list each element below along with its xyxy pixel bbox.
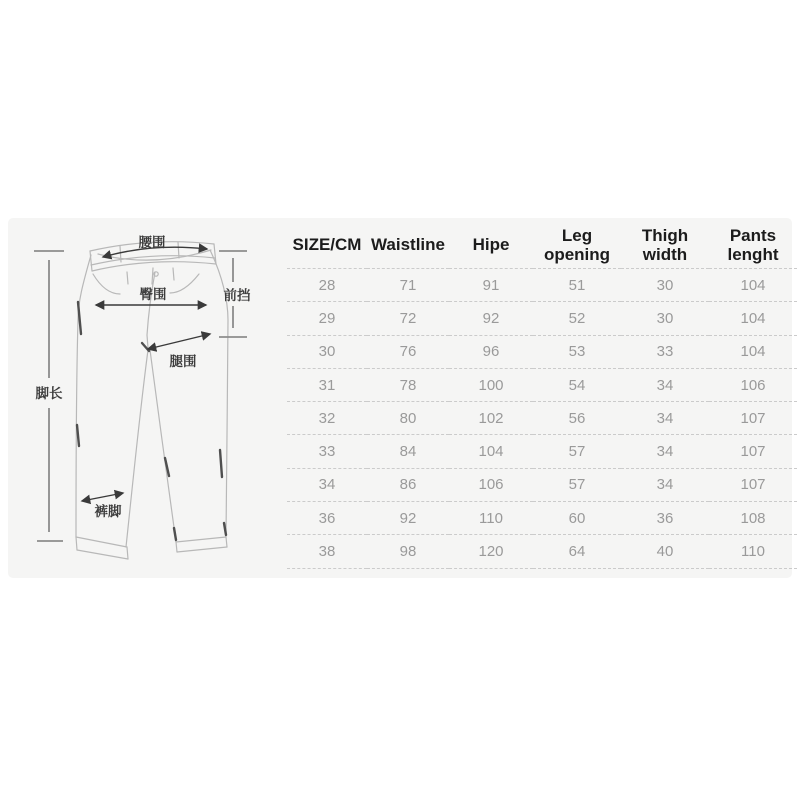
column-header-pants-length: Pants lenght — [709, 222, 797, 269]
table-cell: 54 — [533, 368, 621, 401]
table-cell: 91 — [449, 269, 533, 302]
table-cell: 29 — [287, 302, 367, 335]
thigh-label: 腿围 — [169, 354, 197, 369]
table-cell: 106 — [449, 468, 533, 501]
table-cell: 31 — [287, 368, 367, 401]
table-cell: 30 — [621, 269, 709, 302]
leg-length-label: 脚长 — [35, 386, 63, 401]
table-cell: 30 — [287, 335, 367, 368]
table-cell: 120 — [449, 535, 533, 568]
leg-opening-label: 裤脚 — [94, 504, 122, 519]
table-cell: 76 — [367, 335, 449, 368]
table-cell: 64 — [533, 535, 621, 568]
table-cell: 53 — [533, 335, 621, 368]
table-row — [287, 535, 797, 568]
table-cell: 33 — [621, 335, 709, 368]
table-cell: 51 — [533, 269, 621, 302]
hip-label: 臀围 — [139, 287, 167, 302]
table-cell: 102 — [449, 402, 533, 435]
size-table-header — [287, 222, 797, 269]
table-cell: 86 — [367, 468, 449, 501]
table-row — [287, 402, 797, 435]
table-row — [287, 335, 797, 368]
table-cell: 107 — [709, 468, 797, 501]
table-cell: 60 — [533, 502, 621, 535]
table-cell: 34 — [287, 468, 367, 501]
table-row — [287, 269, 797, 302]
table-row — [287, 468, 797, 501]
table-row — [287, 302, 797, 335]
front-rise-label: 前挡 — [223, 288, 251, 303]
table-cell: 106 — [709, 368, 797, 401]
table-cell: 34 — [621, 435, 709, 468]
table-cell: 71 — [367, 269, 449, 302]
header-row — [287, 222, 797, 269]
table-cell: 110 — [449, 502, 533, 535]
table-cell: 30 — [621, 302, 709, 335]
table-cell: 108 — [709, 502, 797, 535]
size-table-body — [287, 269, 797, 569]
thigh-arrow — [148, 334, 210, 349]
table-row — [287, 502, 797, 535]
table-cell: 32 — [287, 402, 367, 435]
hem-arrow — [82, 493, 123, 501]
column-header-size: SIZE/CM — [287, 222, 367, 269]
table-cell: 57 — [533, 435, 621, 468]
table-cell: 80 — [367, 402, 449, 435]
table-cell: 110 — [709, 535, 797, 568]
waist-label: 腰围 — [138, 235, 166, 250]
column-header-waistline: Waistline — [367, 222, 449, 269]
column-header-leg-opening: Leg opening — [533, 222, 621, 269]
table-cell: 104 — [709, 269, 797, 302]
table-cell: 107 — [709, 435, 797, 468]
table-cell: 33 — [287, 435, 367, 468]
table-cell: 104 — [449, 435, 533, 468]
table-row — [287, 368, 797, 401]
table-cell: 40 — [621, 535, 709, 568]
table-cell: 34 — [621, 368, 709, 401]
table-cell: 100 — [449, 368, 533, 401]
table-cell: 92 — [449, 302, 533, 335]
table-cell: 107 — [709, 402, 797, 435]
column-header-hipe: Hipe — [449, 222, 533, 269]
table-cell: 57 — [533, 468, 621, 501]
table-cell: 34 — [621, 402, 709, 435]
table-cell: 92 — [367, 502, 449, 535]
table-cell: 98 — [367, 535, 449, 568]
table-cell: 56 — [533, 402, 621, 435]
table-cell: 72 — [367, 302, 449, 335]
table-cell: 78 — [367, 368, 449, 401]
table-cell: 96 — [449, 335, 533, 368]
table-cell: 38 — [287, 535, 367, 568]
table-cell: 84 — [367, 435, 449, 468]
table-cell: 34 — [621, 468, 709, 501]
table-cell: 28 — [287, 269, 367, 302]
table-cell: 104 — [709, 335, 797, 368]
table-cell: 36 — [621, 502, 709, 535]
table-row — [287, 435, 797, 468]
column-header-thigh-width: Thigh width — [621, 222, 709, 269]
table-cell: 36 — [287, 502, 367, 535]
table-cell: 104 — [709, 302, 797, 335]
size-table — [287, 222, 797, 569]
table-cell: 52 — [533, 302, 621, 335]
pants-measurement-diagram — [6, 210, 286, 582]
